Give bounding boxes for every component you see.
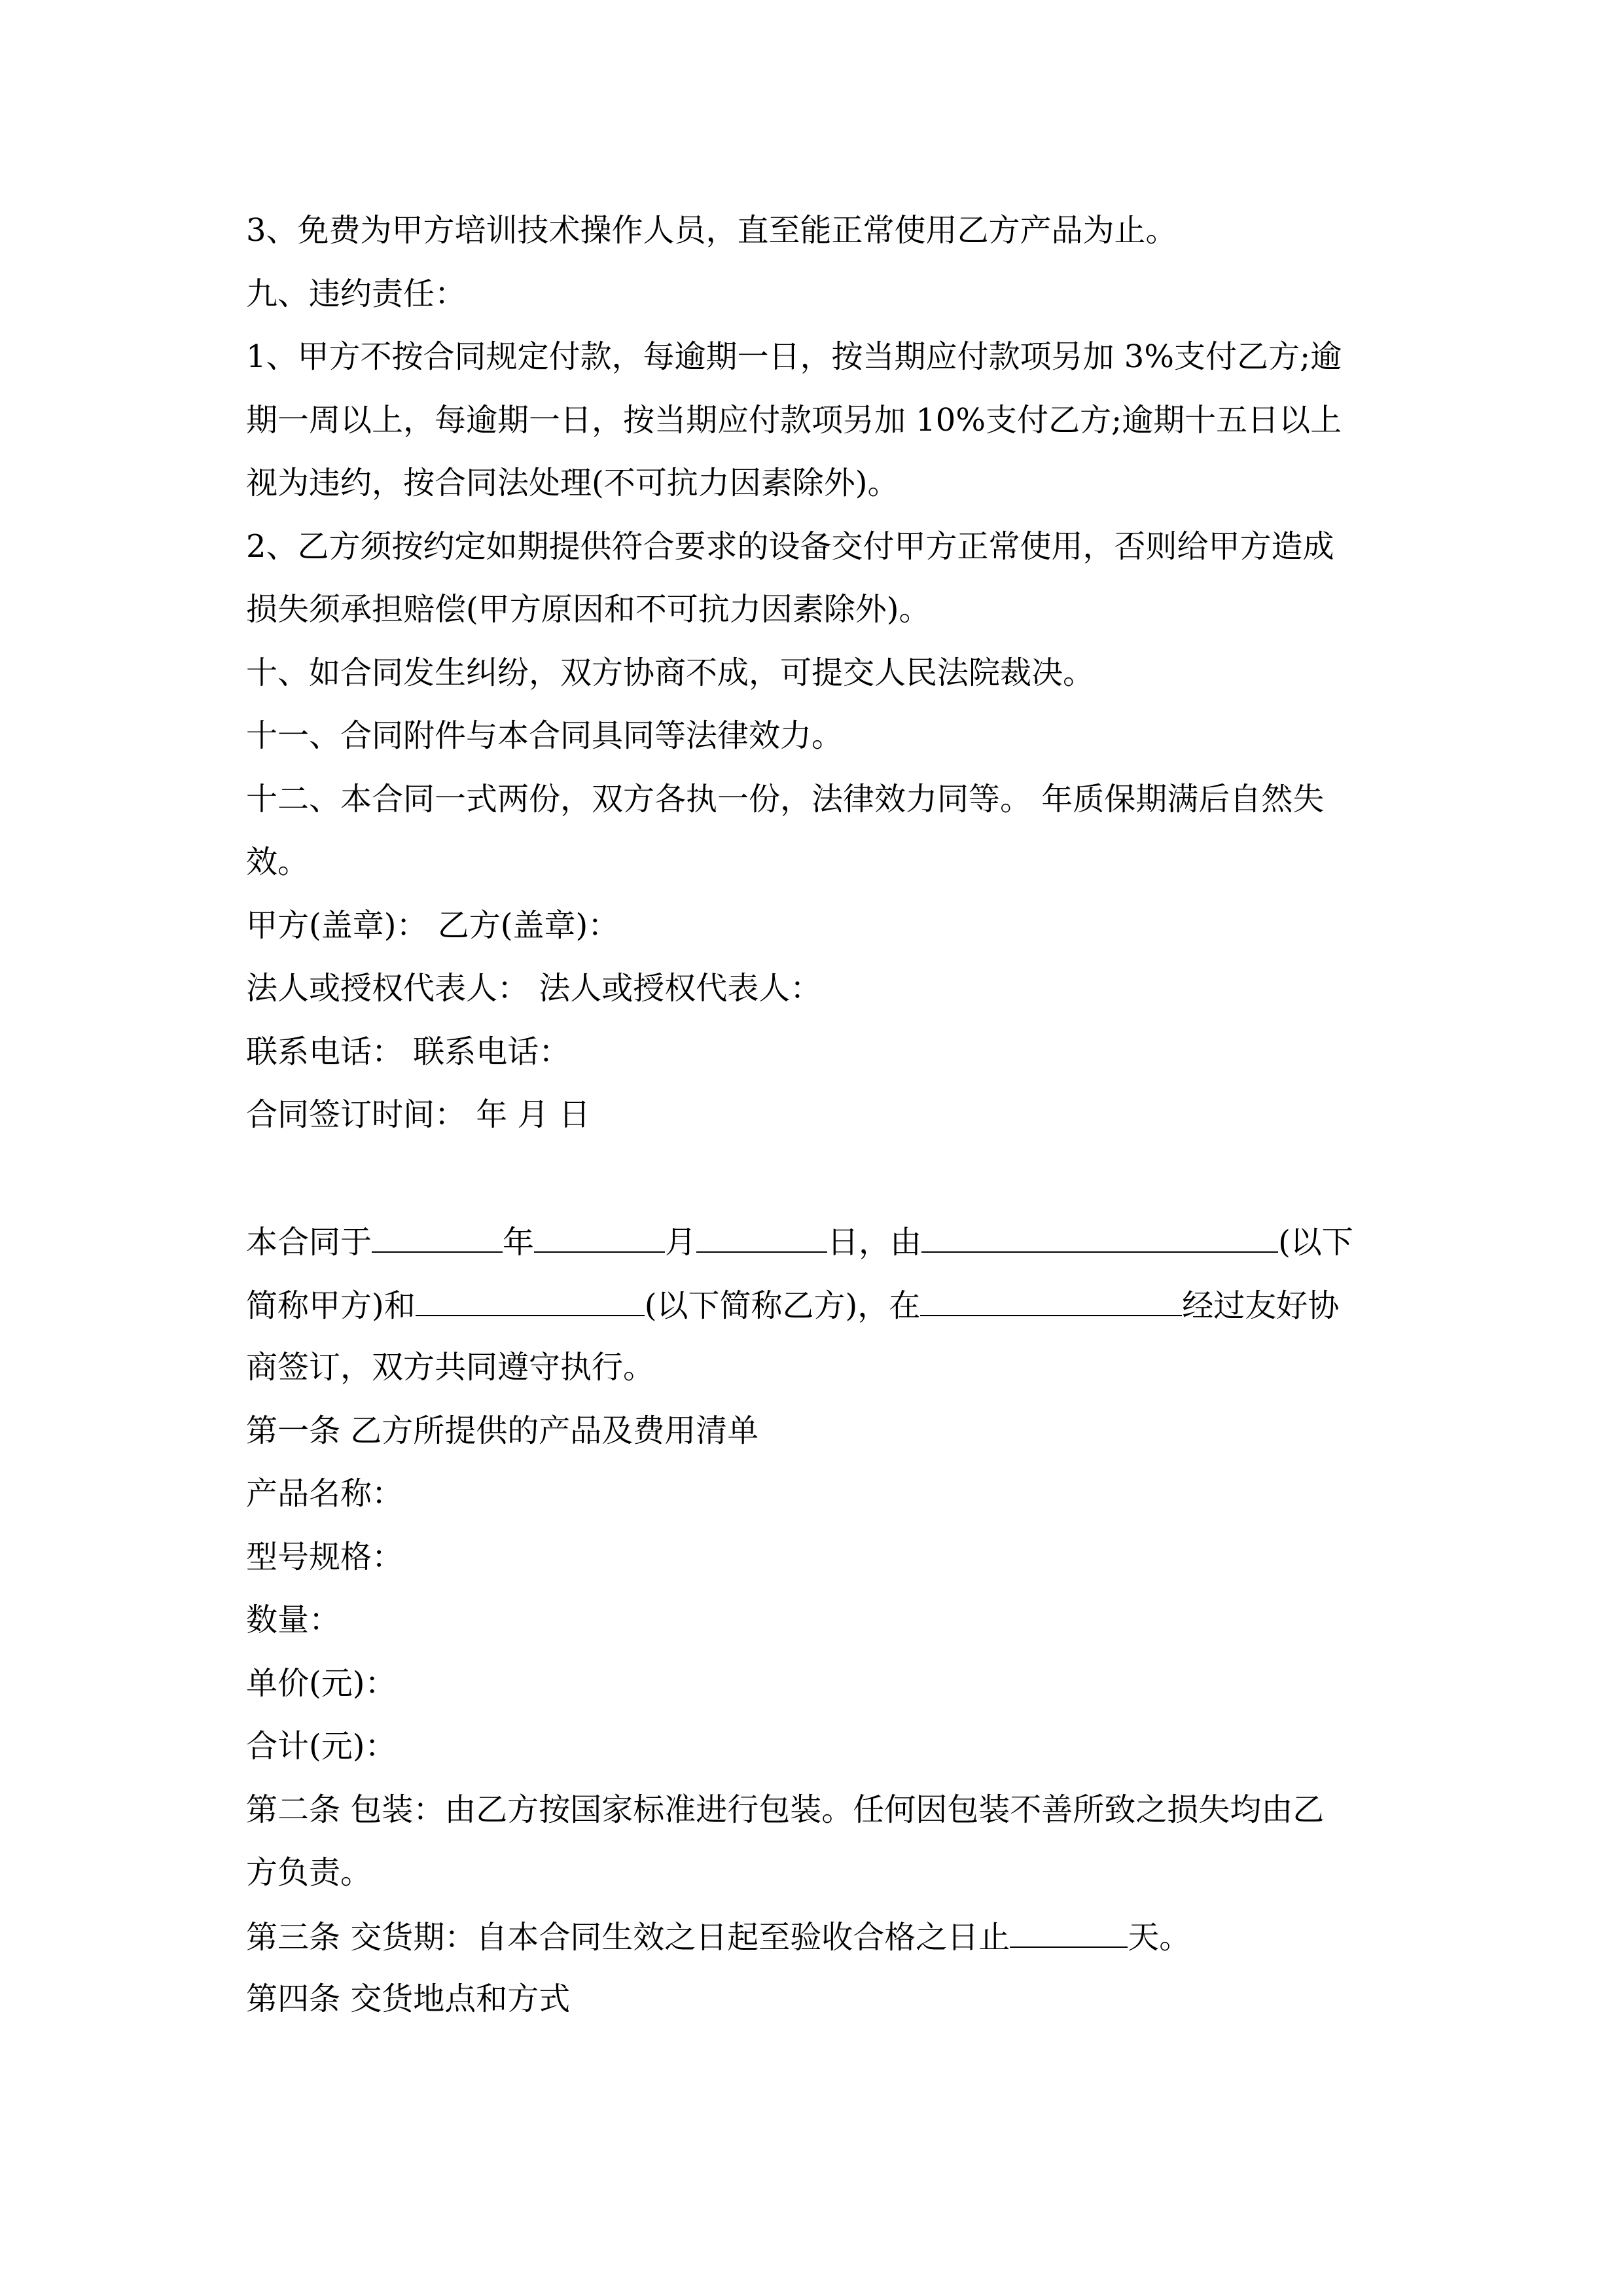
intro-line-3: 商签订，双方共同遵守执行。: [246, 1349, 655, 1386]
article-heading: 第四条 交货地点和方式: [246, 1981, 571, 2017]
clause-line: 效。: [246, 844, 310, 880]
section-heading: 九、违约责任：: [246, 276, 467, 312]
intro-text: 日，由: [827, 1224, 922, 1261]
article-line: 方负责。: [246, 1854, 372, 1891]
article-line: 第二条 包装：由乙方按国家标准进行包装。任何因包装不善所致之损失均由乙: [246, 1791, 1325, 1828]
clause-line: 损失须承担赔偿(甲方原因和不可抗力因素除外)。: [246, 591, 931, 628]
intro-text: 经过友好协: [1182, 1287, 1340, 1324]
delivery-text: 天。: [1128, 1919, 1191, 1956]
signature-line: 联系电话： 联系电话：: [246, 1033, 571, 1070]
blank-field: [416, 1285, 645, 1316]
intro-text: 本合同于: [246, 1224, 372, 1261]
article-heading: 第一条 乙方所提供的产品及费用清单: [246, 1412, 759, 1449]
signature-line: 甲方(盖章)： 乙方(盖章)：: [246, 907, 620, 944]
product-field-label: 产品名称：: [246, 1475, 404, 1512]
intro-text: (以下简称乙方)，在: [644, 1287, 921, 1324]
clause-line: 2、乙方须按约定如期提供符合要求的设备交付甲方正常使用，否则给甲方造成: [246, 528, 1334, 565]
blank-field: [1010, 1916, 1128, 1948]
product-field-label: 数量：: [246, 1602, 341, 1638]
intro-text: 年: [503, 1224, 535, 1261]
product-field-label: 单价(元)：: [246, 1665, 397, 1702]
signature-date-line: 合同签订时间： 年 月 日: [246, 1096, 590, 1133]
signature-line: 法人或授权代表人： 法人或授权代表人：: [246, 970, 822, 1007]
blank-field: [921, 1221, 1278, 1253]
delivery-line: [246, 1916, 1378, 1957]
intro-text: 月: [665, 1224, 697, 1261]
intro-text: 简称甲方)和: [246, 1287, 416, 1324]
clause-line: 视为违约，按合同法处理(不可抗力因素除外)。: [246, 465, 899, 501]
clause-line: 十一、合同附件与本合同具同等法律效力。: [246, 717, 844, 754]
clause-line: 十二、本合同一式两份，双方各执一份，法律效力同等。 年质保期满后自然失: [246, 781, 1325, 817]
clause-line: 十、如合同发生纠纷，双方协商不成，可提交人民法院裁决。: [246, 655, 1095, 691]
blank-field: [372, 1221, 503, 1253]
product-field-label: 型号规格：: [246, 1539, 404, 1575]
intro-line-2: [246, 1285, 1378, 1325]
clause-line: 3、免费为甲方培训技术操作人员，直至能正常使用乙方产品为止。: [246, 212, 1177, 249]
blank-field: [920, 1285, 1182, 1316]
blank-field: [534, 1221, 665, 1253]
product-field-label: 合计(元)：: [246, 1728, 397, 1765]
intro-line-1: [246, 1221, 1378, 1262]
clause-line: 1、甲方不按合同规定付款，每逾期一日，按当期应付款项另加 3%支付乙方;逾: [246, 338, 1342, 375]
clause-line: 期一周以上，每逾期一日，按当期应付款项另加 10%支付乙方;逾期十五日以上: [246, 402, 1342, 439]
intro-text: (以下: [1278, 1224, 1353, 1261]
blank-field: [696, 1221, 827, 1253]
delivery-text: 第三条 交货期：自本合同生效之日起至验收合格之日止: [246, 1919, 1010, 1956]
